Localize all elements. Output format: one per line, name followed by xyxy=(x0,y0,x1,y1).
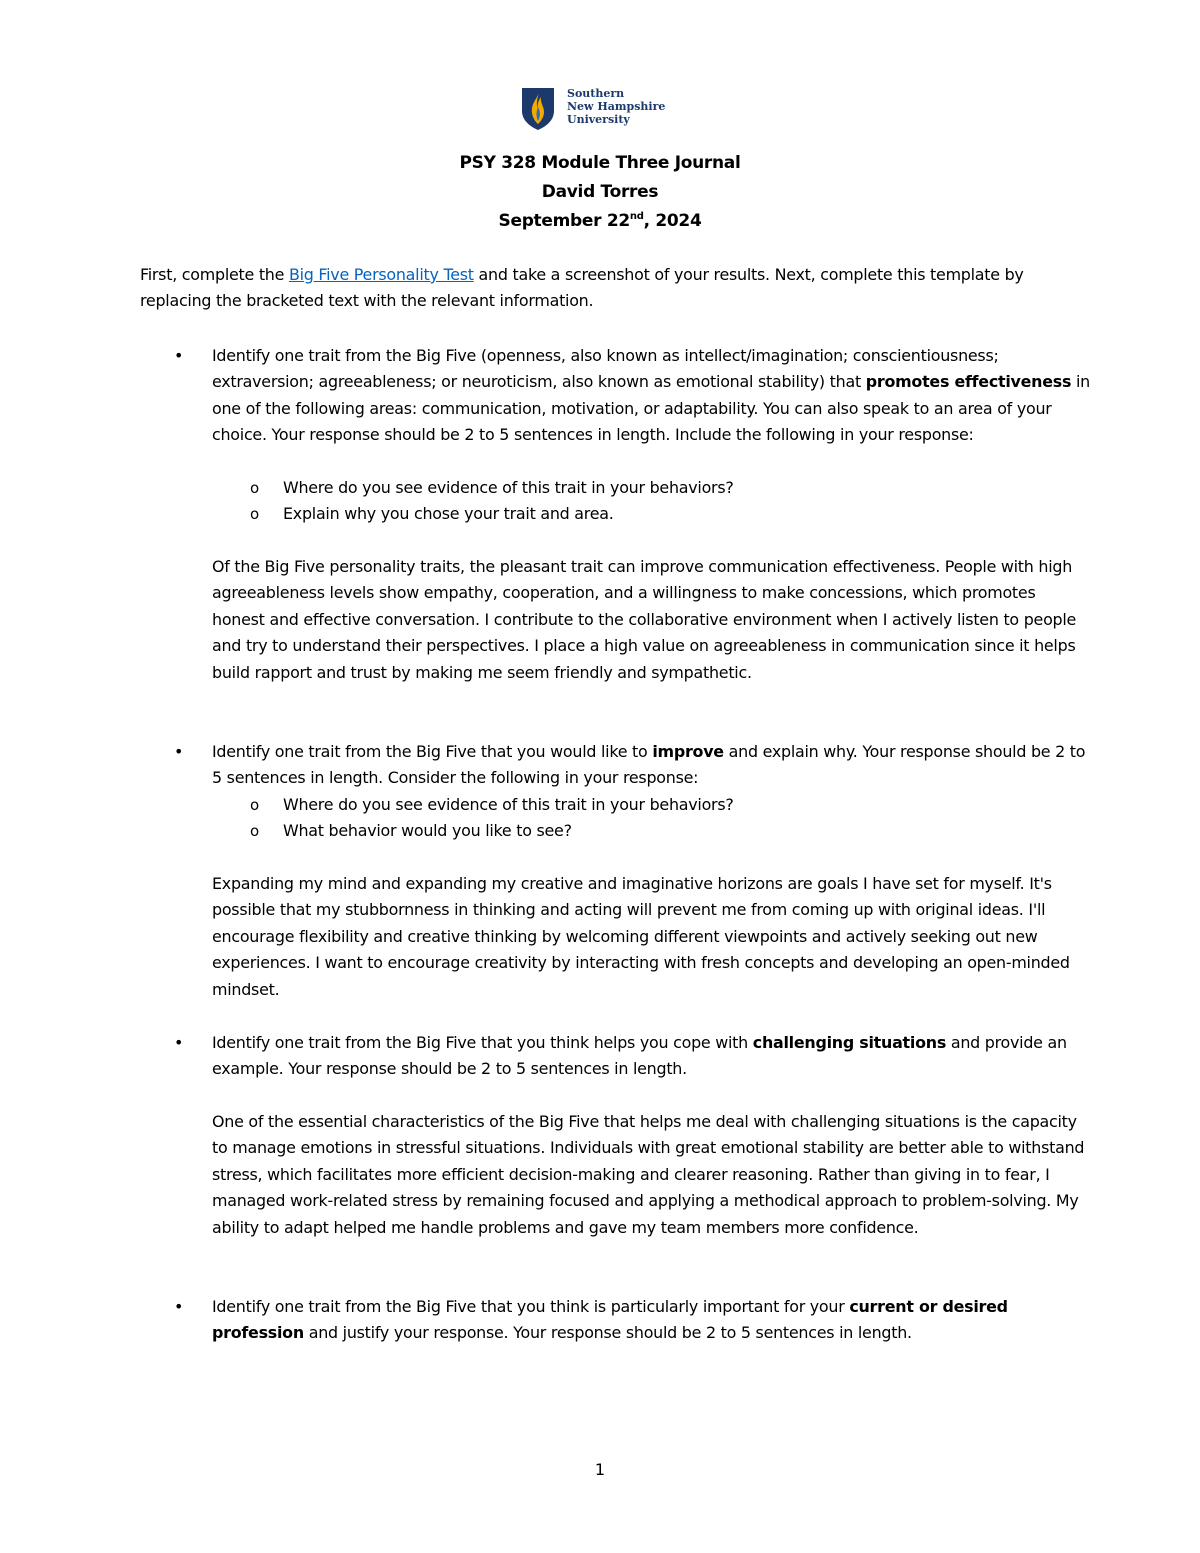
answer-2: Expanding my mind and expanding my creative and imaginative horizons are goals I have set for myself. It's possible that my stubbornness in thinking and acting will prevent me from coming up with original ideas. I'll encourage flexibility and creative thinking by welcoming different viewpoints and actively seeking out new experiences. I want to encourage creativity by interacting with fresh concepts and developing an open-minded mindset. xyxy=(212,874,1070,999)
question-2-subpoint-1: Where do you see evidence of this trait in your behaviors? xyxy=(283,795,734,814)
q1-text-post: in one of the following areas: communication, motivation, or adaptability. You can also speak to an area of your choice. Your response should be 2 to 5 sentences in length. Include the following in your response: xyxy=(212,372,1090,445)
page-number: 1 xyxy=(594,1460,606,1479)
question-4-prompt xyxy=(212,1294,1092,1347)
question-3-prompt xyxy=(212,1030,1092,1083)
logo-line-2: New Hampshire xyxy=(567,100,666,113)
question-1-prompt xyxy=(212,343,1092,449)
shield-flame-icon xyxy=(521,87,555,131)
q1-text-pre: Identify one trait from the Big Five (openness, also known as intellect/imagination; conscientiousness; extraversion; agreeableness; or neuroticism, also known as emotional stability) that xyxy=(212,346,999,392)
big-five-test-link[interactable]: Big Five Personality Test xyxy=(288,265,474,284)
logo-line-1: Southern xyxy=(567,87,625,100)
question-1-subpoint-1: Where do you see evidence of this trait in your behaviors? xyxy=(283,478,734,497)
q3-text-post: and provide an example. Your response should be 2 to 5 sentences in length. xyxy=(212,1033,1067,1079)
q2-emphasis: improve xyxy=(652,742,724,761)
sub-bullet-marker: o xyxy=(250,796,260,814)
bullet-marker: • xyxy=(174,1297,184,1316)
q3-text-pre: Identify one trait from the Big Five that you think helps you cope with xyxy=(212,1033,753,1052)
date-ordinal: nd xyxy=(629,211,644,222)
document-date xyxy=(0,210,1200,232)
date-prefix: September 22 xyxy=(498,211,630,231)
bullet-marker: • xyxy=(174,742,184,761)
bullet-marker: • xyxy=(174,1033,184,1052)
intro-text-start: First, complete the xyxy=(140,265,289,284)
answer-3: One of the essential characteristics of the Big Five that helps me deal with challenging situations is the capacity to manage emotions in stressful situations. Individuals with great emotional stability are better able to withstand stress, which facilitates more efficient decision-making and clearer reasoning. Rather than giving in to fear, I managed work-related stress by remaining focused and applying a methodical approach to problem-solving. My ability to adapt helped me handle problems and gave my team members more confidence. xyxy=(212,1112,1085,1237)
question-2-subpoint-2: What behavior would you like to see? xyxy=(283,821,572,840)
q2-text-post: and explain why. Your response should be 2 to 5 sentences in length. Consider the following in your response: xyxy=(212,742,1086,788)
q4-emphasis: current or desired profession xyxy=(212,1297,1008,1343)
date-suffix: , 2024 xyxy=(643,211,702,231)
question-1-subpoint-2: Explain why you chose your trait and area. xyxy=(283,504,614,523)
sub-bullet-marker: o xyxy=(250,479,260,497)
document-title: PSY 328 Module Three Journal xyxy=(459,153,741,173)
intro-paragraph xyxy=(140,262,1080,315)
q1-emphasis: promotes effectiveness xyxy=(865,372,1072,392)
q4-text-pre: Identify one trait from the Big Five that you think is particularly important for your xyxy=(212,1297,850,1316)
q4-text-post: and justify your response. Your response should be 2 to 5 sentences in length. xyxy=(303,1323,912,1343)
answer-1: Of the Big Five personality traits, the pleasant trait can improve communication effectiveness. People with high agreeableness levels show empathy, cooperation, and a willingness to make concessions, which promotes honest and effective conversation. I contribute to the collaborative environment when I actively listen to people and try to understand their perspectives. I place a high value on agreeableness in communication since it helps build rapport and trust by making me seem friendly and sympathetic. xyxy=(212,557,1077,682)
q2-text-pre: Identify one trait from the Big Five that you would like to xyxy=(212,742,653,761)
logo-line-3: University xyxy=(567,113,630,126)
author-name: David Torres xyxy=(541,182,659,202)
sub-bullet-marker: o xyxy=(250,505,260,523)
q3-emphasis: challenging situations xyxy=(752,1033,947,1052)
university-logo xyxy=(521,84,691,136)
logo-wordmark xyxy=(567,87,697,126)
intro-text-end: and take a screenshot of your results. Next, complete this template by replacing the bracketed text with the relevant information. xyxy=(140,265,1024,311)
sub-bullet-marker: o xyxy=(250,822,260,840)
bullet-marker: • xyxy=(174,346,184,365)
question-2-prompt xyxy=(212,739,1092,792)
